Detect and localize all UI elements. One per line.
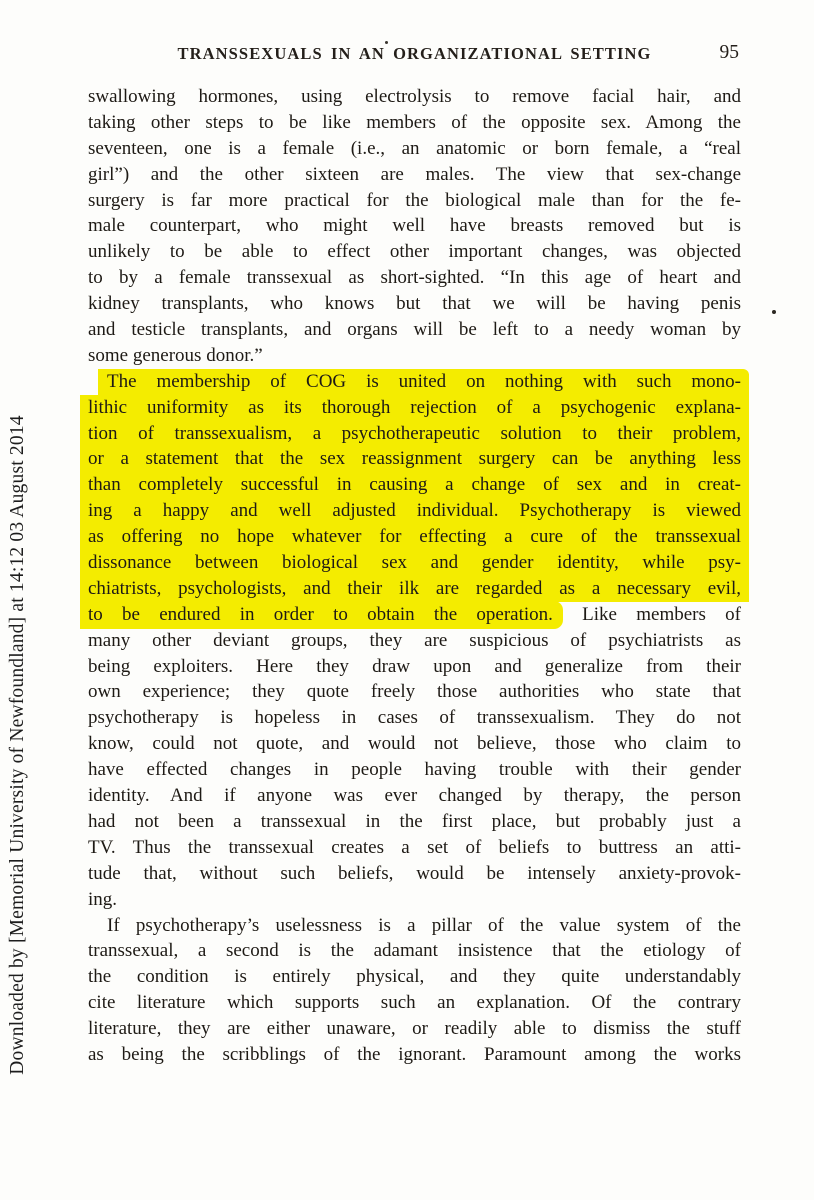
text-line: TV. Thus the transsexual creates a set of beliefs to buttress an atti- <box>88 836 741 858</box>
text-line: psychotherapy is hopeless in cases of transsexualism. They do not <box>88 707 741 729</box>
text-line: know, could not quote, and would not believe, those who claim to <box>88 733 741 755</box>
text-line-highlighted: or a statement that the sex reassignment surgery can be anything less <box>80 446 749 472</box>
text-line: and testicle transplants, and organs will be left to a needy woman by <box>88 319 741 341</box>
highlighted-text: to be endured in order to obtain the operation. <box>80 601 563 629</box>
text-line: ing. <box>88 888 118 910</box>
page-number: 95 <box>719 42 739 63</box>
text-line: identity. And if anyone was ever changed by therapy, the person <box>88 785 741 807</box>
text-line: as being the scribblings of the ignorant. Paramount among the works <box>88 1043 741 1065</box>
text-line: the condition is entirely physical, and they quite understandably <box>88 966 741 988</box>
text-line: being exploiters. Here they draw upon and generalize from their <box>88 655 741 677</box>
text-line: transsexual, a second is the adamant insistence that the etiology of <box>88 940 741 962</box>
text-line: tude that, without such beliefs, would be intensely anxiety-provok- <box>88 862 741 884</box>
ink-speck <box>385 41 388 44</box>
text-line: had not been a transsexual in the first place, but probably just a <box>88 810 741 832</box>
text-line: kidney transplants, who knows but that we will be having penis <box>88 293 741 315</box>
body-text <box>88 84 741 1068</box>
running-header <box>88 44 741 68</box>
text-line: male counterpart, who might well have breasts removed but is <box>88 215 741 237</box>
text-line-highlighted: tion of transsexualism, a psychotherapeutic solution to their problem, <box>80 421 749 447</box>
text-line: some generous donor.” <box>88 344 263 366</box>
text-line-highlighted: than completely successful in causing a change of sex and in creat- <box>80 472 749 498</box>
text-line: have effected changes in people having trouble with their gender <box>88 759 741 781</box>
text-line: taking other steps to be like members of the opposite sex. Among the <box>88 111 741 133</box>
text-line-highlighted: lithic uniformity as its thorough rejection of a psychogenic explana- <box>80 395 749 421</box>
text-line-highlighted: as offering no hope whatever for effecting a cure of the transsexual <box>80 524 749 550</box>
ink-speck <box>772 310 776 314</box>
text-line-highlighted: ing a happy and well adjusted individual. Psychotherapy is viewed <box>80 498 749 524</box>
text-line: cite literature which supports such an explanation. Of the contrary <box>88 992 741 1014</box>
download-watermark: Downloaded by [Memorial University of Newfoundland] at 14:12 03 August 2014 <box>7 415 28 1075</box>
text-line: own experience; they quote freely those authorities who state that <box>88 681 741 703</box>
text-line: to by a female transsexual as short-sighted. “In this age of heart and <box>88 267 741 289</box>
header-title: TRANSSEXUALS IN AN ORGANIZATIONAL SETTING <box>177 44 652 63</box>
text-line: seventeen, one is a female (i.e., an anatomic or born female, a “real <box>88 137 741 159</box>
text-line: many other deviant groups, they are suspicious of psychiatrists as <box>88 629 741 651</box>
text-line: If psychotherapy’s uselessness is a pillar of the value system of the <box>107 914 741 936</box>
text-line: girl”) and the other sixteen are males. The view that sex-change <box>88 163 741 185</box>
text-line: unlikely to be able to effect other important changes, was objected <box>88 241 741 263</box>
text-line-highlighted: The membership of COG is united on nothing with such mono- <box>80 369 749 395</box>
text-line-highlighted: to be endured in order to obtain the operation. Like members of <box>88 602 741 628</box>
text-line-highlighted: dissonance between biological sex and gender identity, while psy- <box>80 550 749 576</box>
text-line: literature, they are either unaware, or readily able to dismiss the stuff <box>88 1018 741 1040</box>
text-line: surgery is far more practical for the biological male than for the fe- <box>88 189 741 211</box>
text-line-highlighted: chiatrists, psychologists, and their ilk are regarded as a necessary evil, <box>80 576 749 602</box>
text-line: swallowing hormones, using electrolysis to remove facial hair, and <box>88 86 741 107</box>
